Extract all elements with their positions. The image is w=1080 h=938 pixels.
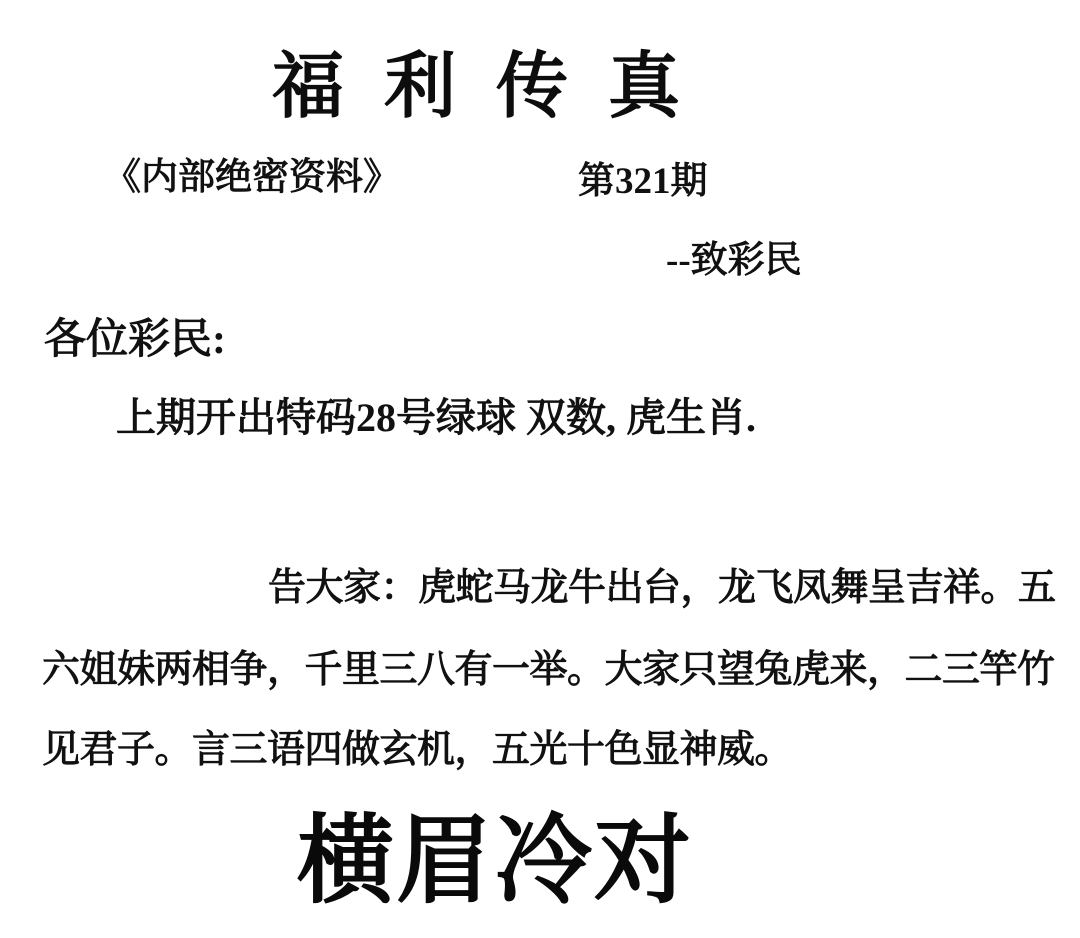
last-draw-result: 上期开出特码28号绿球 双数, 虎生肖.	[116, 395, 756, 440]
page-title: 福 利 传 真	[272, 47, 691, 127]
message-line-2: 六姐妹两相争，千里三八有一举。大家只望兔虎来，二三竿竹	[42, 649, 1055, 691]
dedication-line: --致彩民	[666, 240, 802, 281]
salutation: 各位彩民:	[44, 317, 226, 363]
message-line-3: 见君子。言三语四做玄机，五光十色显神威。	[42, 729, 793, 771]
source-label: 《内部绝密资料》	[104, 157, 400, 198]
message-line-1: 告大家：虎蛇马龙牛出台，龙飞凤舞呈吉祥。五	[268, 567, 1056, 609]
footer-phrase: 横眉冷对	[297, 808, 693, 915]
issue-number: 第321期	[578, 161, 708, 202]
